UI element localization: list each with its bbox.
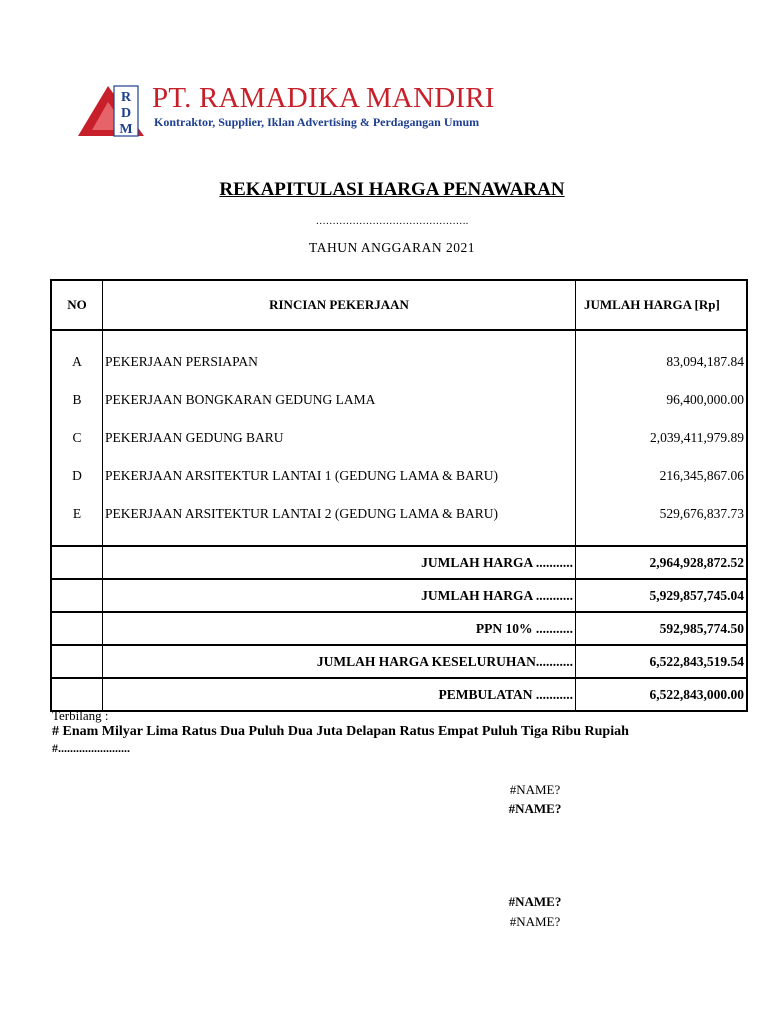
summary-label: PEMBULATAN ........... — [103, 678, 576, 711]
signature-line: #NAME? — [509, 782, 561, 797]
item-description: PEKERJAAN GEDUNG BARU — [103, 419, 576, 457]
item-amount: 83,094,187.84 — [576, 343, 748, 381]
table-row — [51, 457, 747, 495]
triangle-logo-icon — [78, 84, 152, 138]
summary-label: JUMLAH HARGA ........... — [103, 579, 576, 612]
item-amount: 216,345,867.06 — [576, 457, 748, 495]
summary-amount: 592,985,774.50 — [576, 612, 748, 645]
signature-line: #NAME? — [508, 801, 562, 816]
item-amount: 2,039,411,979.89 — [576, 419, 748, 457]
summary-row — [51, 612, 747, 645]
summary-amount: 6,522,843,000.00 — [576, 678, 748, 711]
company-tagline: Kontraktor, Supplier, Iklan Advertising & Perdagangan Umum — [154, 115, 480, 129]
item-no: E — [51, 495, 103, 533]
item-description: PEKERJAAN BONGKARAN GEDUNG LAMA — [103, 381, 576, 419]
company-logo — [78, 84, 498, 138]
summary-label: JUMLAH HARGA KESELURUHAN........... — [103, 645, 576, 678]
table-row — [51, 381, 747, 419]
table-row — [51, 495, 747, 533]
item-amount: 529,676,837.73 — [576, 495, 748, 533]
svg-text:M: M — [119, 122, 133, 137]
summary-amount: 5,929,857,745.04 — [576, 579, 748, 612]
summary-row — [51, 579, 747, 612]
summary-row — [51, 546, 747, 579]
terbilang-dots: #........................ — [52, 741, 130, 755]
item-no: A — [51, 343, 103, 381]
terbilang-label: Terbilang : — [52, 708, 109, 723]
table-row — [51, 419, 747, 457]
summary-label: JUMLAH HARGA ........... — [103, 546, 576, 579]
recap-table — [50, 279, 748, 712]
company-name: PT. RAMADIKA MANDIRI — [152, 82, 495, 114]
svg-text:R: R — [120, 90, 132, 105]
table-row — [51, 343, 747, 381]
summary-row — [51, 645, 747, 678]
header-description: RINCIAN PEKERJAAN — [103, 280, 576, 330]
item-no: B — [51, 381, 103, 419]
signature-line: #NAME? — [508, 894, 562, 909]
item-no: D — [51, 457, 103, 495]
budget-year: TAHUN ANGGARAN 2021 — [309, 240, 475, 255]
item-amount: 96,400,000.00 — [576, 381, 748, 419]
document-title: REKAPITULASI HARGA PENAWARAN — [219, 179, 565, 200]
document-dots: ………………………………………. — [315, 216, 469, 227]
svg-text:D: D — [120, 106, 132, 121]
item-description: PEKERJAAN ARSITEKTUR LANTAI 2 (GEDUNG LAMA & BARU) — [103, 495, 576, 533]
terbilang-text: # Enam Milyar Lima Ratus Dua Puluh Dua Juta Delapan Ratus Empat Puluh Tiga Ribu Rupiah — [52, 724, 629, 739]
item-description: PEKERJAAN ARSITEKTUR LANTAI 1 (GEDUNG LAMA & BARU) — [103, 457, 576, 495]
summary-row — [51, 678, 747, 711]
summary-amount: 2,964,928,872.52 — [576, 546, 748, 579]
table-header-row — [51, 280, 747, 330]
header-amount: JUMLAH HARGA [Rp] — [576, 280, 748, 330]
summary-label: PPN 10% ........... — [103, 612, 576, 645]
header-no: NO — [51, 280, 103, 330]
signature-line: #NAME? — [509, 914, 561, 929]
item-description: PEKERJAAN PERSIAPAN — [103, 343, 576, 381]
summary-amount: 6,522,843,519.54 — [576, 645, 748, 678]
item-no: C — [51, 419, 103, 457]
